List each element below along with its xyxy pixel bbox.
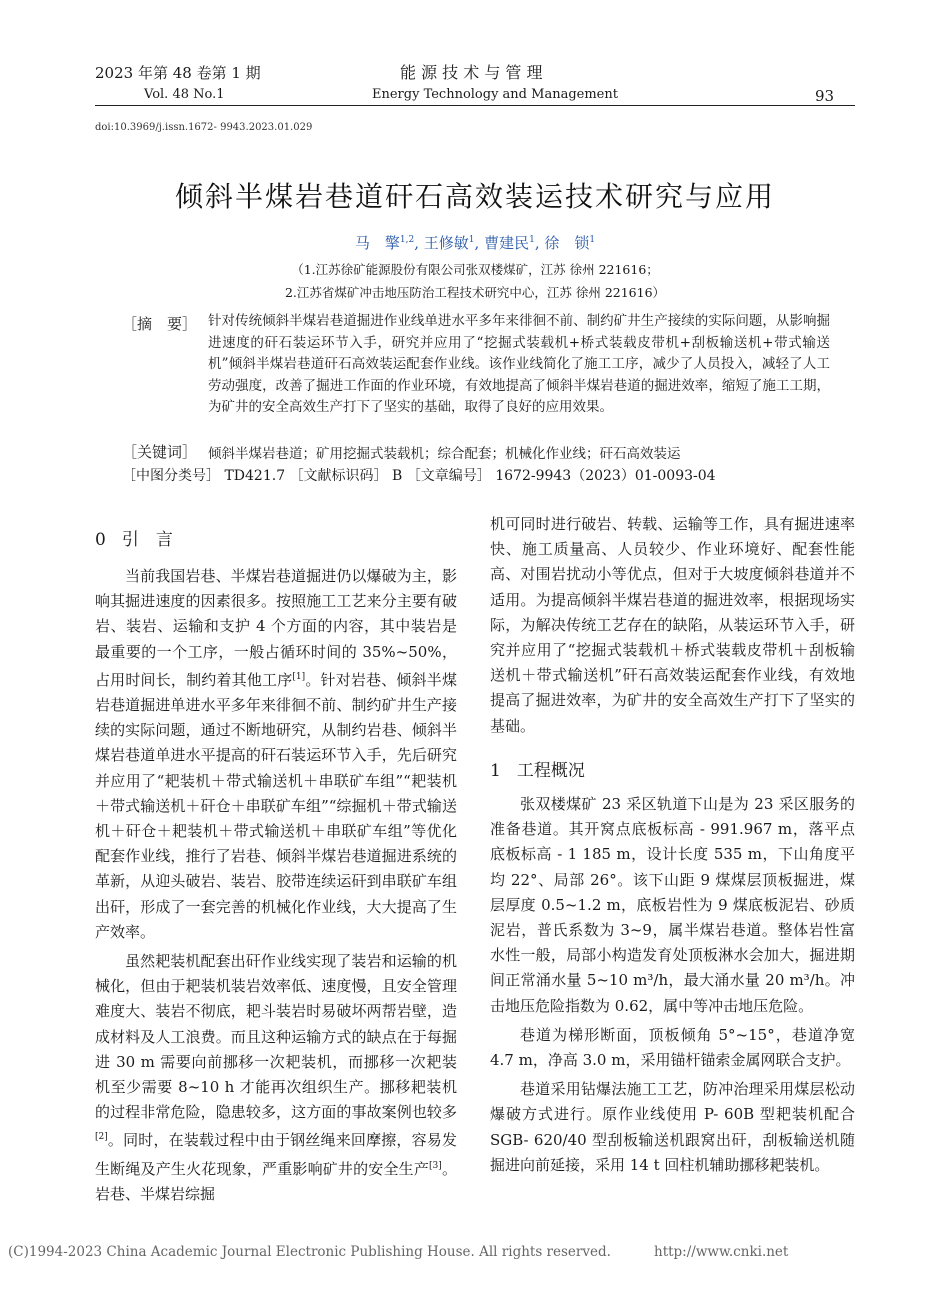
header-rule	[95, 105, 855, 106]
author-affil-mark: 1	[529, 235, 535, 245]
right-column-body	[490, 792, 855, 1178]
paragraph: 机可同时进行破岩、转载、运输等工作，具有掘进速率快、施工质量高、人员较少、作业环境好、配套性能高、对围岩扰动小等优点，但对于大坡度倾斜巷道并不适用。为提高倾斜半煤岩巷道的掘进效率，根据现场实际，为解决传统工艺存在的缺陷，从装运环节入手，研究并应用了“挖掘式装载机＋桥式装载皮带机＋刮板输送机＋带式输送机”矸石高效装运配套作业线，有效地提高了掘进效率，为矿井的安全高效生产打下了坚实的基础。	[490, 515, 855, 735]
abstract-text: 针对传统倾斜半煤岩巷道掘进作业线单进水平多年来徘徊不前、制约矿井生产接续的实际问题，从影响掘进速度的矸石装运环节入手，研究并应用了“挖掘式装载机+桥式装载皮带机+刮板输送机+带式输送机”倾斜半煤岩巷道矸石高效装运配套作业线。该作业线简化了施工工序，减少了人员投入，减轻了人工劳动强度，改善了掘进工作面的作业环境，有效地提高了倾斜半煤岩巷道的掘进效率，缩短了施工工期，为矿井的安全高效生产打下了坚实的基础，取得了良好的应用效果。	[208, 313, 830, 415]
author-affil-mark: 1	[468, 235, 475, 245]
page-number: 93	[815, 87, 835, 105]
author-affil-mark: 1,2	[399, 235, 415, 245]
doc-code-label: ［文献标识码］	[289, 468, 388, 484]
paragraph: 虽然耙装机配套出矸作业线实现了装岩和运输的机械化，但由于耙装机装岩效率低、速度慢，且安全管理难度大、装岩不彻底，耙斗装岩时易破坏两帮岩壁，造成材料及人工浪费。而且这种运输方式的缺点在于每掘进 30 m 需要向前挪移一次耙装机，而挪移一次耙装机至少需要 8~10 h 才能再次组织生产。挪移耙装机的过程非常危险，隐患较多，这方面的事故案例也较多[2]。同时，在装载过程中由于钢丝绳来回摩擦，容易发生断绳及产生火花现象，严重影响矿井的安全生产[3]。岩巷、半煤岩综掘	[95, 952, 457, 1203]
section-heading	[95, 525, 173, 550]
issue-cn: 2023 年第 48 卷第 1 期	[95, 64, 261, 82]
author-name: 曹建民	[484, 234, 530, 252]
article-number-label: ［文章编号］	[406, 468, 491, 484]
doi: doi:10.3969/j.issn.1672- 9943.2023.01.029	[95, 122, 313, 133]
clc-value: TD421.7	[224, 468, 286, 484]
left-column	[95, 564, 457, 1207]
author-name: 王修敏	[423, 234, 469, 252]
section-number: 0	[95, 530, 106, 550]
abstract-label: ［摘 要］	[122, 315, 198, 333]
citation: [2]	[95, 1132, 108, 1143]
section-title: 引 言	[121, 530, 173, 550]
right-column-top	[490, 512, 855, 739]
author-list: 马 擎$^{1,2}$, 王修敏$^1$, 曹建民$^1$, 徐 锁$^1$	[354, 234, 596, 252]
article-number-value: 1672-9943（2023）01-0093-04	[495, 468, 716, 484]
author-affil-mark: 1	[589, 235, 596, 245]
classification-line	[122, 465, 716, 485]
article-title: 倾斜半煤岩巷道矸石高效装运技术研究与应用	[174, 180, 775, 213]
keywords-text: 倾斜半煤岩巷道；矿用挖掘式装载机；综合配套；机械化作业线；矸石高效装运	[208, 446, 681, 462]
paragraph: 巷道采用钻爆法施工工艺，防冲治理采用煤层松动爆破方式进行。原作业线使用 P- 60B 型耙装机配合 SGB- 620/40 型刮板输送机跟窝出矸，刮板输送机随掘进向前延接，采用 14 t 回柱机辅助挪移耙装机。	[490, 1080, 855, 1174]
copyright-notice: (C)1994-2023 China Academic Journal Electronic Publishing House. All rights reserved.	[8, 1244, 611, 1260]
clc-label: ［中图分类号］	[122, 468, 220, 484]
journal-title-en: Energy Technology and Management	[372, 87, 618, 102]
author-name: 马 擎	[354, 234, 400, 252]
section-title: 工程概况	[516, 761, 585, 781]
citation: [1]	[292, 671, 306, 682]
citation: [3]	[429, 1160, 442, 1171]
paragraph: 张双楼煤矿 23 采区轨道下山是为 23 采区服务的准备巷道。其开窝点底板标高 - 991.967 m，落平点底板标高 - 1 185 m，设计长度 535 m，下山角度平均 22°、局部 26°。该下山距 9 煤煤层顶板掘进，煤层厚度 0.5~1.2 m，底板岩性为 9 煤底板泥岩、砂质泥岩，普氏系数为 3~9，属半煤岩巷道。整体岩性富水性一般，局部小构造发育处顶板淋水会加大，掘进期间正常涌水量 5~10 m³/h，最大涌水量 20 m³/h。冲击地压危险指数为 0.62，属中等冲击地压危险。	[490, 795, 855, 1015]
journal-title-cn: 能 源 技 术 与 管 理	[400, 63, 543, 82]
doc-code-value: B	[392, 468, 403, 484]
affiliation-line: 2.江苏省煤矿冲击地压防治工程技术研究中心，江苏 徐州 221616）	[284, 285, 666, 300]
issue-en: Vol. 48 No.1	[144, 87, 225, 102]
cnki-url: http://www.cnki.net	[654, 1244, 789, 1260]
paragraph: 当前我国岩巷、半煤岩巷道掘进仍以爆破为主，影响其掘进速度的因素很多。按照施工工艺来分主要有破岩、装岩、运输和支护 4 个方面的内容，其中装岩是最重要的一个工序，一般占循环时间的 35%~50%，占用时间长，制约着其他工序[1]。针对岩巷、倾斜半煤岩巷道掘进单进水平多年来徘徊不前、制约矿井生产接续的实际问题，通过不断地研究，从制约岩巷、倾斜半煤岩巷道单进水平提高的矸石装运环节入手，先后研究并应用了“耙装机＋带式输送机＋串联矿车组”“耙装机＋带式输送机＋矸仓＋串联矿车组”“综掘机＋带式输送机＋矸仓＋耙装机＋带式输送机＋串联矿车组”等优化配套作业线，推行了岩巷、倾斜半煤岩巷道掘进系统的革新，从迎头破岩、装岩、胶带连续运矸到串联矿车组出矸，形成了一套完善的机械化作业线，大大提高了生产效率。	[95, 567, 457, 941]
affiliation-line: （1.江苏徐矿能源股份有限公司张双楼煤矿，江苏 徐州 221616；	[291, 262, 659, 277]
section-number: 1	[490, 761, 501, 781]
paragraph: 巷道为梯形断面，顶板倾角 5°~15°，巷道净宽 4.7 m，净高 3.0 m，采用锚杆锚索金属网联合支护。	[490, 1025, 855, 1070]
section-heading	[490, 756, 585, 781]
author-name: 徐 锁	[544, 234, 590, 252]
keywords-label: ［关键词］	[122, 443, 198, 461]
